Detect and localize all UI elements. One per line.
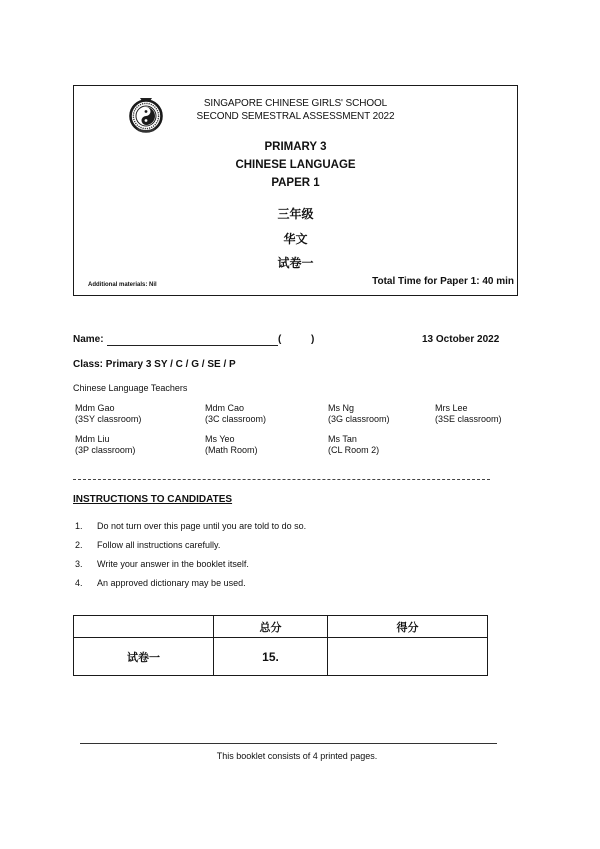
teacher-name: Mrs Lee [435, 403, 468, 413]
cover-header-box [73, 85, 518, 296]
instruction-item [73, 574, 493, 593]
instruction-text: Write your answer in the booklet itself. [97, 559, 249, 569]
total-time: Total Time for Paper 1: 40 min [372, 276, 514, 287]
subject-title: CHINESE LANGUAGE [235, 159, 356, 171]
score-table [73, 615, 488, 676]
teacher-entry [75, 403, 205, 425]
teacher-room: (3SY classroom) [75, 414, 142, 424]
score-table-corner-cell [74, 616, 214, 638]
teacher-room: (3G classroom) [328, 414, 390, 424]
instruction-number: 1. [75, 521, 83, 531]
teacher-entry [75, 434, 205, 456]
teacher-name: Ms Tan [328, 434, 357, 444]
section-divider [73, 479, 490, 480]
instruction-number: 2. [75, 540, 83, 550]
level-title: PRIMARY 3 [264, 141, 327, 153]
teachers-heading: Chinese Language Teachers [73, 383, 188, 393]
name-line [107, 345, 278, 346]
teacher-room: (3SE classroom) [435, 414, 502, 424]
subject-title-zh: 华文 [283, 231, 308, 246]
teacher-name: Ms Yeo [205, 434, 235, 444]
score-obtained-header: 得分 [328, 616, 488, 638]
instruction-item [73, 555, 493, 574]
school-name: SINGAPORE CHINESE GIRLS' SCHOOL [203, 98, 388, 109]
teacher-entry [205, 434, 328, 456]
paper-label-cell: 试卷一 [74, 638, 214, 676]
score-table-header-row [74, 616, 488, 638]
name-label: Name: [73, 334, 104, 345]
teacher-name: Mdm Gao [75, 403, 115, 413]
footer-page-count: This booklet consists of 4 printed pages. [216, 751, 378, 761]
paper-title-zh: 试卷一 [277, 256, 314, 270]
teacher-entry [328, 434, 435, 456]
instruction-text: An approved dictionary may be used. [97, 578, 246, 588]
teacher-entry [205, 403, 328, 425]
paper-title-block [74, 138, 517, 192]
instruction-number: 4. [75, 578, 83, 588]
teacher-name: Mdm Liu [75, 434, 110, 444]
teacher-name: Mdm Cao [205, 403, 245, 413]
name-paren-open: ( [278, 334, 282, 345]
score-obtained-cell [328, 638, 488, 676]
assessment-title: SECOND SEMESTRAL ASSESSMENT 2022 [196, 111, 395, 122]
teacher-room: (Math Room) [205, 445, 258, 455]
instruction-text: Do not turn over this page until you are told to do so. [97, 521, 307, 531]
chinese-title-block [74, 202, 517, 276]
footer-rule [80, 743, 497, 744]
table-row [74, 638, 488, 676]
level-title-zh: 三年级 [277, 207, 314, 221]
total-marks-cell: 15. [214, 638, 328, 676]
teacher-room: (CL Room 2) [328, 445, 380, 455]
paper-title: PAPER 1 [271, 177, 320, 189]
instructions-heading: INSTRUCTIONS TO CANDIDATES [73, 494, 233, 505]
teacher-room: (3C classroom) [205, 414, 267, 424]
instruction-number: 3. [75, 559, 83, 569]
additional-materials: Additional materials: Nil [88, 282, 157, 288]
instruction-text: Follow all instructions carefully. [97, 540, 221, 550]
instructions-list [73, 517, 493, 593]
teacher-entry [328, 403, 435, 425]
exam-date: 13 October 2022 [422, 334, 500, 345]
total-marks-header: 总分 [214, 616, 328, 638]
teacher-list [75, 403, 545, 456]
name-paren-close: ) [311, 334, 315, 345]
teacher-name: Ms Ng [328, 403, 355, 413]
instruction-item [73, 536, 493, 555]
class-line: Class: Primary 3 SY / C / G / SE / P [73, 359, 236, 370]
teacher-entry [435, 403, 545, 425]
instruction-item [73, 517, 493, 536]
teacher-room: (3P classroom) [75, 445, 136, 455]
school-heading [74, 97, 517, 123]
